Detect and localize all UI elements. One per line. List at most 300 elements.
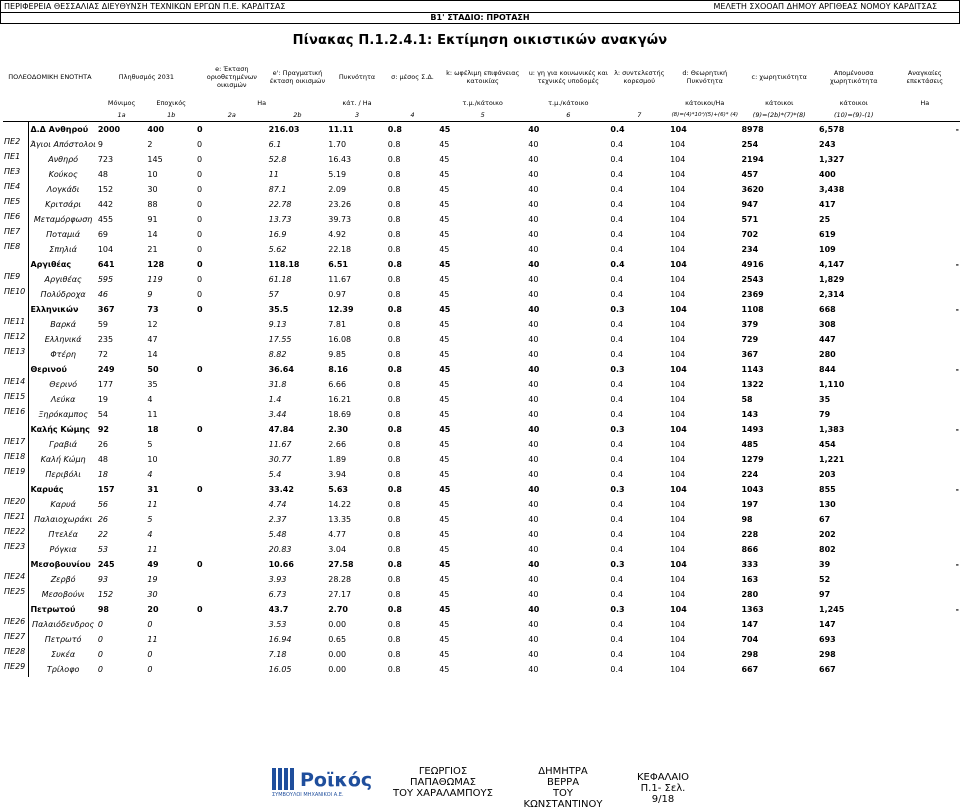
cell-col-12: 693 — [819, 635, 836, 644]
cell-col-1: 18 — [97, 470, 108, 479]
cell-col-7: 45 — [439, 410, 450, 419]
planning-unit-code: ΠΕ29 — [3, 662, 29, 677]
settlement-row — [3, 527, 960, 542]
planning-unit-code: ΠΕ7 — [3, 227, 29, 242]
cell-col-9: 0.4 — [610, 650, 624, 659]
document-footer — [0, 760, 960, 810]
cell-col-10: 104 — [669, 122, 740, 138]
settlement-row — [3, 587, 960, 602]
cell-col-8: 40 — [528, 275, 539, 284]
cell-col-10: 104 — [670, 455, 686, 464]
cell-col-1: 152 — [97, 185, 114, 194]
cell-col-10: 104 — [670, 590, 686, 599]
cell-col-5: 28.28 — [328, 575, 352, 584]
cell-col-12: 802 — [819, 545, 836, 554]
cell-col-10: 104 — [670, 290, 686, 299]
cell-col-7: 45 — [439, 515, 450, 524]
cell-col-7: 45 — [439, 170, 450, 179]
cell-col-2: 11 — [147, 500, 158, 509]
cell-col-4: 87.1 — [268, 185, 287, 194]
planning-unit-code: ΠΕ15 — [3, 392, 29, 407]
cell-col-6: 0.8 — [387, 305, 402, 314]
cell-col-10: 104 — [670, 575, 686, 584]
cell-col-2: 0 — [147, 665, 153, 674]
cell-col-10: 104 — [670, 305, 687, 314]
cell-col-11: 367 — [741, 350, 759, 359]
cell-col-12: 79 — [819, 410, 831, 419]
cell-col-1: 104 — [97, 245, 114, 254]
signatory-1 — [393, 766, 493, 799]
cell-col-3 — [196, 512, 268, 527]
cell-col-7: 45 — [439, 230, 450, 239]
cell-col-2: 11 — [147, 635, 158, 644]
settlement-row — [3, 647, 960, 662]
settlement-name: Ξηρόκαμπος — [38, 410, 88, 419]
cell-col-5: 9.85 — [328, 350, 347, 359]
cell-col-11: 280 — [741, 590, 759, 599]
settlement-row — [3, 287, 960, 302]
cell-col-11: 2194 — [741, 155, 764, 164]
cell-col-4: 4.74 — [268, 500, 287, 509]
num-2b: 2b — [293, 110, 302, 119]
cell-col-1: 98 — [97, 605, 109, 614]
planning-unit-code — [3, 257, 29, 272]
cell-col-1: 157 — [97, 485, 115, 494]
cell-col-3 — [196, 437, 268, 452]
cell-col-5: 1.89 — [328, 455, 347, 464]
cell-col-8: 40 — [528, 575, 539, 584]
cell-col-5: 39.73 — [328, 215, 352, 224]
planning-unit-code: ΠΕ6 — [3, 212, 29, 227]
cell-col-12: 202 — [819, 530, 836, 539]
cell-col-10: 104 — [670, 500, 686, 509]
cell-col-11: 1108 — [741, 305, 764, 314]
cell-col-4: 5.48 — [268, 530, 287, 539]
cell-col-4: 2.37 — [268, 515, 287, 524]
cell-col-2: 35 — [147, 380, 158, 389]
num-1a: 1a — [117, 110, 126, 119]
cell-col-6: 0.8 — [387, 185, 401, 194]
cell-col-3: 0 — [197, 200, 203, 209]
cell-col-11: 947 — [741, 200, 759, 209]
cell-col-11: 485 — [741, 440, 759, 449]
cell-col-3 — [196, 632, 268, 647]
cell-col-13 — [890, 377, 960, 392]
cell-col-2: 119 — [147, 275, 163, 284]
cell-col-9: 0.4 — [610, 575, 624, 584]
cell-col-8: 40 — [528, 425, 540, 434]
cell-col-2: 9 — [147, 290, 153, 299]
settlement-name: Πολύδροχα — [40, 290, 86, 299]
cell-col-6: 0.8 — [387, 170, 401, 179]
cell-col-11: 704 — [741, 635, 759, 644]
cell-col-5: 6.51 — [328, 260, 348, 269]
planning-unit-code: ΠΕ11 — [3, 317, 29, 332]
cell-col-13 — [890, 437, 960, 452]
cell-col-2: 0 — [147, 620, 153, 629]
cell-col-9: 0.4 — [610, 335, 624, 344]
cell-col-10: 104 — [670, 605, 687, 614]
col-header-capacity: c: χωρητικότητα — [751, 73, 807, 81]
cell-col-5: 4.77 — [328, 530, 347, 539]
cell-col-9: 0.4 — [610, 410, 624, 419]
cell-col-11: 379 — [741, 320, 759, 329]
settlement-name: Συκέα — [51, 650, 76, 659]
cell-col-10: 104 — [670, 515, 686, 524]
cell-col-9: 0.4 — [610, 380, 624, 389]
cell-col-9: 0.4 — [610, 245, 624, 254]
cell-col-11: 4916 — [741, 260, 764, 269]
cell-col-10: 104 — [670, 320, 686, 329]
cell-col-7: 45 — [439, 605, 451, 614]
unit-extensions: Ha — [920, 98, 930, 107]
cell-col-6: 0.8 — [387, 122, 438, 138]
cell-col-6: 0.8 — [387, 275, 401, 284]
settlement-row — [3, 212, 960, 227]
cell-col-9: 0.4 — [610, 320, 624, 329]
cell-col-3 — [196, 407, 268, 422]
cell-col-4: 7.18 — [268, 650, 287, 659]
cell-col-9: 0.3 — [610, 305, 625, 314]
cell-col-9: 0.4 — [610, 530, 624, 539]
cell-col-12: 1,221 — [819, 455, 845, 464]
cell-col-5: 2.30 — [328, 425, 348, 434]
cell-col-13 — [890, 182, 960, 197]
col-header-extensions: Αναγκαίες επεκτάσεις — [906, 69, 944, 85]
cell-col-9: 0.4 — [610, 470, 624, 479]
cell-col-4: 47.84 — [268, 425, 294, 434]
cell-col-1: 641 — [97, 260, 115, 269]
planning-unit-code: ΠΕ1 — [3, 152, 29, 167]
settlement-name: Παλαιόδενδρος — [32, 620, 95, 629]
cell-col-7: 45 — [439, 245, 450, 254]
cell-col-6: 0.8 — [387, 380, 401, 389]
cell-col-3 — [196, 662, 268, 677]
cell-col-13 — [890, 632, 960, 647]
unit-capacity: κάτοικοι — [765, 98, 794, 107]
cell-col-6: 0.8 — [387, 500, 401, 509]
cell-col-3 — [196, 347, 268, 362]
cell-col-13: - — [955, 560, 959, 569]
cell-col-12: 203 — [819, 470, 836, 479]
settlement-row — [3, 407, 960, 422]
num-7: 7 — [637, 110, 642, 119]
settlement-row — [3, 542, 960, 557]
cell-col-6: 0.8 — [387, 410, 401, 419]
cell-col-1: 46 — [97, 290, 108, 299]
cell-col-11: 254 — [741, 140, 759, 149]
unit-remaining: κάτοικοι — [839, 98, 868, 107]
settlement-row — [3, 317, 960, 332]
cell-col-13: - — [955, 260, 959, 269]
header-units-row — [3, 97, 960, 108]
col-header-lambda: λ: συντελεστής κορεσμού — [614, 69, 665, 85]
cell-col-13 — [890, 497, 960, 512]
cell-col-8: 40 — [528, 260, 540, 269]
cell-col-8: 40 — [528, 545, 539, 554]
cell-col-4: 3.53 — [268, 620, 287, 629]
cell-col-2: 31 — [147, 485, 159, 494]
planning-unit-code — [3, 602, 29, 617]
settlement-name: Πετρωτού — [30, 605, 76, 614]
cell-col-8: 40 — [528, 440, 539, 449]
cell-col-3: 0 — [197, 305, 203, 314]
cell-col-11: 2369 — [741, 290, 764, 299]
cell-col-9: 0.4 — [610, 275, 624, 284]
cell-col-4: 35.5 — [268, 305, 289, 314]
cell-col-13: - — [890, 122, 960, 138]
cell-col-8: 40 — [528, 350, 539, 359]
settlement-name: Μεσοβουνίου — [30, 560, 91, 569]
signatory-1-first: ΓΕΩΡΓΙΟΣ — [418, 766, 468, 777]
cell-col-5: 0.97 — [328, 290, 347, 299]
cell-col-11: 147 — [741, 620, 759, 629]
cell-col-10: 104 — [670, 230, 686, 239]
cell-col-5: 0.00 — [328, 620, 347, 629]
unit-density: κάτ. / Ha — [342, 98, 372, 107]
unit-permanent: Μόνιμος — [107, 98, 136, 107]
cell-col-3: 0 — [197, 290, 203, 299]
cell-col-2: 14 — [147, 350, 158, 359]
planning-unit-code: ΠΕ14 — [3, 377, 29, 392]
cell-col-13 — [890, 647, 960, 662]
cell-col-8: 40 — [528, 590, 539, 599]
cell-col-13: - — [955, 425, 959, 434]
cell-col-10: 104 — [670, 650, 686, 659]
cell-col-13 — [890, 392, 960, 407]
cell-col-5: 12.39 — [328, 305, 354, 314]
cell-col-4: 16.9 — [268, 230, 287, 239]
planning-unit-code: ΠΕ18 — [3, 452, 29, 467]
cell-col-1: 152 — [97, 590, 114, 599]
table-title: Πίνακας Π.1.2.4.1: Εκτίμηση οικιστικών ανακγών — [292, 33, 668, 48]
cell-col-8: 40 — [528, 470, 539, 479]
cell-col-8: 40 — [528, 245, 539, 254]
settlement-row — [3, 377, 960, 392]
cell-col-8: 40 — [528, 515, 539, 524]
num-2a: 2a — [227, 110, 236, 119]
cell-col-5: 0.00 — [328, 650, 347, 659]
settlement-row — [3, 242, 960, 257]
cell-col-8: 40 — [528, 290, 539, 299]
num-8: (8)=(4)*10⁴/(5)+(6)* (4) — [671, 111, 739, 118]
cell-col-4: 17.55 — [268, 335, 292, 344]
cell-col-8: 40 — [528, 305, 540, 314]
cell-col-7: 45 — [439, 590, 450, 599]
settlement-name: Περιβόλι — [45, 470, 81, 479]
planning-unit-code — [3, 422, 29, 437]
roikos-logo — [270, 764, 380, 798]
settlement-row — [3, 167, 960, 182]
settlement-row — [3, 467, 960, 482]
chapter-label: ΚΕΦΑΛΑΙΟ — [636, 772, 690, 783]
cell-col-9: 0.4 — [610, 620, 624, 629]
cell-col-6: 0.8 — [387, 260, 402, 269]
planning-unit-code: ΠΕ23 — [3, 542, 29, 557]
cell-col-12: 1,383 — [819, 425, 845, 434]
cell-col-9: 0.3 — [610, 560, 625, 569]
cell-col-3: 0 — [197, 215, 203, 224]
settlement-name: Ζερβό — [50, 575, 76, 584]
planning-unit-code: ΠΕ2 — [3, 137, 29, 152]
cell-col-1: 54 — [97, 410, 108, 419]
cell-col-3: 0 — [197, 155, 203, 164]
cell-col-11: 224 — [741, 470, 759, 479]
planning-unit-code — [3, 122, 29, 138]
cell-col-1: 367 — [97, 305, 115, 314]
settlement-name: Καρυά — [50, 500, 76, 509]
cell-col-9: 0.4 — [609, 122, 669, 138]
cell-col-4: 3.93 — [268, 575, 287, 584]
cell-col-9: 0.4 — [610, 155, 624, 164]
cell-col-2: 47 — [147, 335, 158, 344]
cell-col-9: 0.4 — [610, 515, 624, 524]
cell-col-7: 45 — [439, 455, 450, 464]
cell-col-12: 52 — [819, 575, 831, 584]
cell-col-3: 0 — [197, 260, 203, 269]
cell-col-9: 0.4 — [610, 440, 624, 449]
cell-col-6: 0.8 — [387, 515, 401, 524]
cell-col-8: 40 — [528, 140, 539, 149]
cell-col-2: 0 — [147, 650, 153, 659]
cell-col-4: 9.13 — [268, 320, 287, 329]
cell-col-4: 1.4 — [268, 395, 282, 404]
cell-col-2: 4 — [147, 530, 153, 539]
cell-col-11: 8978 — [740, 122, 818, 138]
cell-col-12: 298 — [819, 650, 836, 659]
settlement-name: Θερινού — [30, 365, 67, 374]
district-row — [3, 602, 960, 617]
planning-unit-code: ΠΕ12 — [3, 332, 29, 347]
cell-col-13 — [890, 317, 960, 332]
cell-col-10: 104 — [670, 380, 686, 389]
planning-unit-code: ΠΕ17 — [3, 437, 29, 452]
district-row — [3, 482, 960, 497]
cell-col-9: 0.4 — [610, 290, 624, 299]
district-row — [3, 362, 960, 377]
settlement-name: Γραβιά — [49, 440, 78, 449]
cell-col-10: 104 — [670, 260, 687, 269]
cell-col-5: 16.43 — [328, 155, 352, 164]
cell-col-8: 40 — [528, 635, 539, 644]
cell-col-3: 0 — [197, 275, 203, 284]
logo-text: Ροϊκός — [300, 769, 373, 791]
signatory-2-first: ΔΗΜΗΤΡΑ — [538, 766, 588, 777]
settlement-row — [3, 572, 960, 587]
cell-col-11: 702 — [741, 230, 759, 239]
cell-col-6: 0.8 — [387, 470, 401, 479]
cell-col-7: 45 — [439, 530, 450, 539]
cell-col-6: 0.8 — [387, 230, 401, 239]
cell-col-10: 104 — [670, 410, 686, 419]
settlement-name: Δ.Δ Ανθηρού — [29, 122, 97, 138]
cell-col-4: 30.77 — [268, 455, 292, 464]
planning-unit-code: ΠΕ26 — [3, 617, 29, 632]
cell-col-12: 417 — [819, 200, 836, 209]
col-header-density: Πυκνότητα — [338, 73, 376, 81]
cell-col-5: 16.08 — [328, 335, 352, 344]
cell-col-1: 2000 — [97, 122, 147, 138]
cell-col-12: 39 — [819, 560, 831, 569]
cell-col-5: 18.69 — [328, 410, 352, 419]
cell-col-2: 19 — [147, 575, 158, 584]
cell-col-4: 10.66 — [268, 560, 294, 569]
signatory-1-last: ΠΑΠΑΘΩΜΑΣ — [409, 777, 477, 788]
cell-col-12: 25 — [819, 215, 831, 224]
cell-col-13: - — [955, 485, 959, 494]
cell-col-3: 0 — [197, 485, 203, 494]
cell-col-12: 280 — [819, 350, 836, 359]
cell-col-8: 40 — [527, 122, 609, 138]
cell-col-4: 6.73 — [268, 590, 287, 599]
cell-col-1: 249 — [97, 365, 115, 374]
cell-col-13 — [890, 152, 960, 167]
settlement-row — [3, 662, 960, 677]
cell-col-13 — [890, 542, 960, 557]
settlement-name: Σπηλιά — [49, 245, 77, 254]
settlement-row — [3, 452, 960, 467]
settlement-row — [3, 497, 960, 512]
district-row — [3, 257, 960, 272]
cell-col-4: 16.94 — [268, 635, 292, 644]
cell-col-12: 109 — [819, 245, 836, 254]
cell-col-7: 45 — [439, 440, 450, 449]
cell-col-1: 22 — [97, 530, 108, 539]
cell-col-6: 0.8 — [387, 455, 401, 464]
district-row — [3, 557, 960, 572]
cell-col-8: 40 — [528, 230, 539, 239]
cell-col-13 — [890, 167, 960, 182]
cell-col-7: 45 — [439, 200, 450, 209]
cell-col-2: 12 — [147, 320, 158, 329]
cell-col-1: 26 — [97, 440, 108, 449]
cell-col-8: 40 — [528, 455, 539, 464]
planning-unit-code: ΠΕ16 — [3, 407, 29, 422]
page-number: Π.1- Σελ. 9/18 — [640, 783, 686, 805]
cell-col-4: 3.44 — [268, 410, 287, 419]
planning-unit-code: ΠΕ24 — [3, 572, 29, 587]
cell-col-8: 40 — [528, 650, 539, 659]
settlement-row — [3, 437, 960, 452]
cell-col-8: 40 — [528, 335, 539, 344]
cell-col-7: 45 — [439, 140, 450, 149]
cell-col-5: 5.63 — [328, 485, 348, 494]
cell-col-4: 13.73 — [268, 215, 292, 224]
cell-col-2: 400 — [146, 122, 196, 138]
cell-col-2: 30 — [147, 185, 158, 194]
cell-col-5: 3.94 — [328, 470, 347, 479]
cell-col-2: 49 — [147, 560, 159, 569]
cell-col-11: 228 — [741, 530, 759, 539]
cell-col-9: 0.4 — [610, 455, 624, 464]
cell-col-9: 0.4 — [610, 590, 624, 599]
planning-unit-code: ΠΕ27 — [3, 632, 29, 647]
settlement-row — [3, 272, 960, 287]
num-6: 6 — [566, 110, 571, 119]
cell-col-11: 457 — [741, 170, 759, 179]
cell-col-3 — [196, 587, 268, 602]
num-5: 5 — [480, 110, 485, 119]
cell-col-2: 2 — [147, 140, 153, 149]
cell-col-10: 104 — [670, 245, 686, 254]
planning-unit-code — [3, 362, 29, 377]
cell-col-6: 0.8 — [387, 350, 401, 359]
settlement-name: Λεύκα — [50, 395, 76, 404]
settlement-name: Πετρωτό — [44, 635, 82, 644]
cell-col-4: 43.7 — [268, 605, 289, 614]
cell-col-13 — [890, 587, 960, 602]
cell-col-7: 45 — [439, 560, 451, 569]
